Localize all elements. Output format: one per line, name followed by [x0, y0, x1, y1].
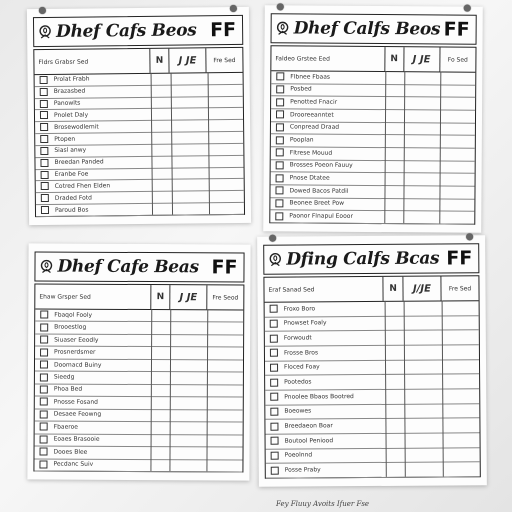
checklist-rows	[270, 70, 475, 223]
item-label: Forwoudt	[283, 334, 312, 342]
item-label: Prolat Frabh	[53, 75, 90, 84]
item-label: Brooestlog	[54, 323, 87, 331]
checkbox[interactable]	[40, 111, 48, 119]
sheet-title: Dhef Cafs Beos	[56, 20, 197, 42]
pushpin-icon	[466, 233, 473, 240]
checklist-row	[36, 202, 244, 217]
checkbox[interactable]	[40, 323, 48, 331]
checkbox[interactable]	[40, 76, 48, 84]
checkbox[interactable]	[40, 100, 48, 108]
item-label: Pecdanc Suiv	[53, 460, 94, 469]
item-label: Penotted Fnacir	[290, 98, 338, 106]
item-label: Pnowset Foaly	[283, 319, 327, 328]
pushpin-icon	[464, 5, 471, 12]
checklist-grid	[33, 283, 244, 472]
checkbox[interactable]	[270, 378, 278, 386]
checkbox[interactable]	[41, 182, 49, 190]
checklist-sheet-4	[257, 235, 487, 487]
column-header-j: J JE	[404, 47, 440, 71]
grid-header	[271, 46, 475, 72]
item-label: Cotred Fhen Elden	[54, 182, 111, 190]
checkbox[interactable]	[270, 305, 278, 313]
checkbox[interactable]	[270, 364, 278, 372]
column-header-n: N	[385, 47, 404, 71]
item-label: Fbaeroe	[53, 423, 79, 431]
checkbox[interactable]	[270, 408, 278, 416]
item-label: Pnoolee Bbaos Bootred	[284, 392, 354, 401]
sheet-header	[34, 251, 244, 282]
item-label: Phoa Bed	[53, 386, 83, 394]
checkbox[interactable]	[41, 206, 49, 214]
item-label: Pooplan	[289, 136, 314, 144]
sheet-title: Dfing Calfs Bcas	[286, 248, 440, 270]
checklist-grid	[263, 275, 480, 479]
checklist-rows	[34, 308, 243, 471]
rose-emblem-icon	[34, 24, 56, 40]
item-label: Dooes Blee	[53, 448, 88, 456]
checkbox[interactable]	[40, 435, 48, 443]
sheet-code: FF	[210, 18, 237, 42]
item-label: Froxo Boro	[283, 305, 316, 313]
item-label: Floced Foay	[284, 363, 320, 372]
sheet-title: Dhef Cafe Beas	[57, 256, 199, 278]
checkbox[interactable]	[271, 452, 279, 460]
item-label: Beonee Breet Pow	[289, 199, 345, 208]
checkbox[interactable]	[270, 393, 278, 401]
column-header-f: Fre Sed	[213, 56, 236, 64]
item-label: Prosnerdsmer	[54, 348, 96, 356]
checkbox[interactable]	[40, 448, 48, 456]
item-label: Paonor Flnapul Eooor	[289, 212, 353, 221]
checkbox[interactable]	[40, 147, 48, 155]
checkbox[interactable]	[40, 159, 48, 167]
item-label: Desaee Feowng	[53, 410, 102, 419]
checkbox[interactable]	[276, 174, 284, 182]
column-header-name: Ehaw Grsper Sed	[35, 284, 151, 309]
checklist-rows	[265, 300, 480, 477]
checkbox[interactable]	[276, 136, 284, 144]
checkbox[interactable]	[270, 334, 278, 342]
checkbox[interactable]	[41, 194, 49, 202]
item-label: Conpread Draad	[289, 123, 340, 132]
item-label: Draded Fotd	[54, 194, 92, 202]
grid-header	[34, 48, 242, 75]
item-label: Flbnee Fbaas	[290, 73, 331, 81]
item-label: Fltrese Mouud	[289, 149, 333, 157]
pushpin-icon	[230, 5, 237, 12]
checkbox[interactable]	[276, 98, 284, 106]
grid-header	[35, 284, 243, 310]
item-label: Siuaser Eeodly	[54, 336, 99, 344]
item-label: Poeolnnd	[284, 451, 313, 460]
grid-header	[264, 276, 478, 302]
item-label: Siasl anwy	[54, 146, 87, 155]
item-label: Brosewodlemit	[54, 123, 99, 131]
column-header-f: Fo Sed	[447, 56, 468, 64]
checkbox[interactable]	[270, 349, 278, 357]
item-label: Dowed Bacos Patdil	[289, 187, 349, 195]
checklist-row	[34, 458, 242, 473]
checklist-row	[266, 462, 480, 479]
rose-emblem-icon	[35, 258, 57, 274]
pushpin-icon	[39, 7, 46, 14]
item-label: Eoaes Brasooie	[53, 435, 100, 444]
checkbox[interactable]	[276, 149, 284, 157]
column-header-n: N	[150, 49, 169, 73]
checkbox[interactable]	[39, 460, 47, 468]
rose-emblem-icon	[272, 20, 294, 36]
column-header-name: Faldeo Grstee Eed	[271, 46, 385, 71]
column-header-f: Fre Seod	[212, 293, 239, 302]
sheet-code: FF	[446, 247, 473, 270]
sheet-code: FF	[211, 256, 238, 279]
column-header-j: J/JE	[403, 277, 441, 301]
checkbox[interactable]	[40, 385, 48, 393]
pushpin-icon	[269, 235, 276, 242]
checkbox[interactable]	[275, 199, 283, 207]
column-header-j: J JE	[170, 285, 207, 309]
checkbox[interactable]	[276, 123, 284, 131]
item-label: Pnolet Daly	[53, 111, 89, 119]
item-label: Eranbe Foe	[54, 170, 89, 178]
item-label: Breedan Panded	[54, 158, 104, 167]
checkbox[interactable]	[40, 361, 48, 369]
checklist-sheet-2	[263, 5, 483, 233]
item-label: Pootedos	[284, 378, 312, 386]
checkbox[interactable]	[40, 373, 48, 381]
item-label: Posbed	[290, 85, 312, 94]
checkbox[interactable]	[276, 85, 284, 93]
item-label: Pnose Dtatee	[289, 174, 330, 182]
item-label: Boeowes	[284, 407, 312, 416]
checkbox[interactable]	[40, 123, 48, 131]
pushpin-icon	[277, 3, 284, 10]
item-label: Pnosse Fosand	[53, 398, 98, 406]
checkbox[interactable]	[40, 311, 48, 319]
item-label: Doomacd Buiny	[53, 361, 102, 369]
sheet-header	[271, 13, 477, 44]
checkbox[interactable]	[271, 437, 279, 445]
checkbox[interactable]	[41, 171, 49, 179]
item-label: Paroud Bos	[54, 206, 89, 214]
checkbox[interactable]	[270, 422, 278, 430]
checkbox[interactable]	[40, 423, 48, 431]
item-label: Boutool Peniood	[284, 437, 334, 445]
checkbox[interactable]	[40, 410, 48, 418]
item-label: Drooreeanntet	[290, 111, 334, 119]
item-label: Brazasbed	[53, 87, 86, 96]
item-label: Brosses Poeon Fauuy	[289, 161, 353, 170]
item-label: Breedaeon Boar	[284, 422, 333, 430]
checkbox[interactable]	[271, 466, 279, 474]
checkbox[interactable]	[275, 212, 283, 220]
sheet-code: FF	[443, 18, 470, 41]
checkbox[interactable]	[40, 88, 48, 96]
footer-caption: Fey Fluuy Avoits Ifuer Fse	[276, 500, 370, 508]
checkbox[interactable]	[276, 111, 284, 119]
checkbox[interactable]	[276, 161, 284, 169]
checkbox[interactable]	[40, 398, 48, 406]
item-label: Frosse Bros	[283, 349, 319, 357]
item-label: Posse Praby	[284, 466, 321, 474]
column-header-name: Eraf Sanad Sed	[264, 277, 384, 302]
checklist-sheet-3	[27, 243, 250, 480]
checklist-sheet-1	[27, 7, 251, 225]
checklist-rows	[35, 72, 244, 216]
sheet-header	[263, 243, 479, 275]
column-header-name: Fldrs Grabsr Sed	[34, 49, 150, 74]
item-label: Ptopen	[54, 135, 76, 143]
column-header-n: N	[384, 277, 404, 301]
checklist-grid	[269, 45, 476, 224]
column-header-j: J JE	[169, 48, 206, 72]
column-header-f: Fre Sed	[448, 284, 472, 292]
checkbox[interactable]	[40, 348, 48, 356]
column-header-n: N	[151, 285, 170, 309]
checkbox[interactable]	[276, 73, 284, 81]
checkbox[interactable]	[40, 336, 48, 344]
item-label: Sieedg	[53, 373, 75, 381]
sheet-header	[33, 15, 243, 47]
checkbox[interactable]	[275, 187, 283, 195]
checklist-grid	[33, 47, 245, 217]
checkbox[interactable]	[270, 320, 278, 328]
sheet-title: Dhef Calfs Beos	[293, 18, 441, 40]
checklist-row	[270, 210, 474, 225]
item-label: Panowlts	[53, 99, 81, 107]
rose-emblem-icon	[264, 252, 286, 268]
checkbox[interactable]	[40, 135, 48, 143]
item-label: Fbaqol Fooly	[54, 311, 93, 319]
